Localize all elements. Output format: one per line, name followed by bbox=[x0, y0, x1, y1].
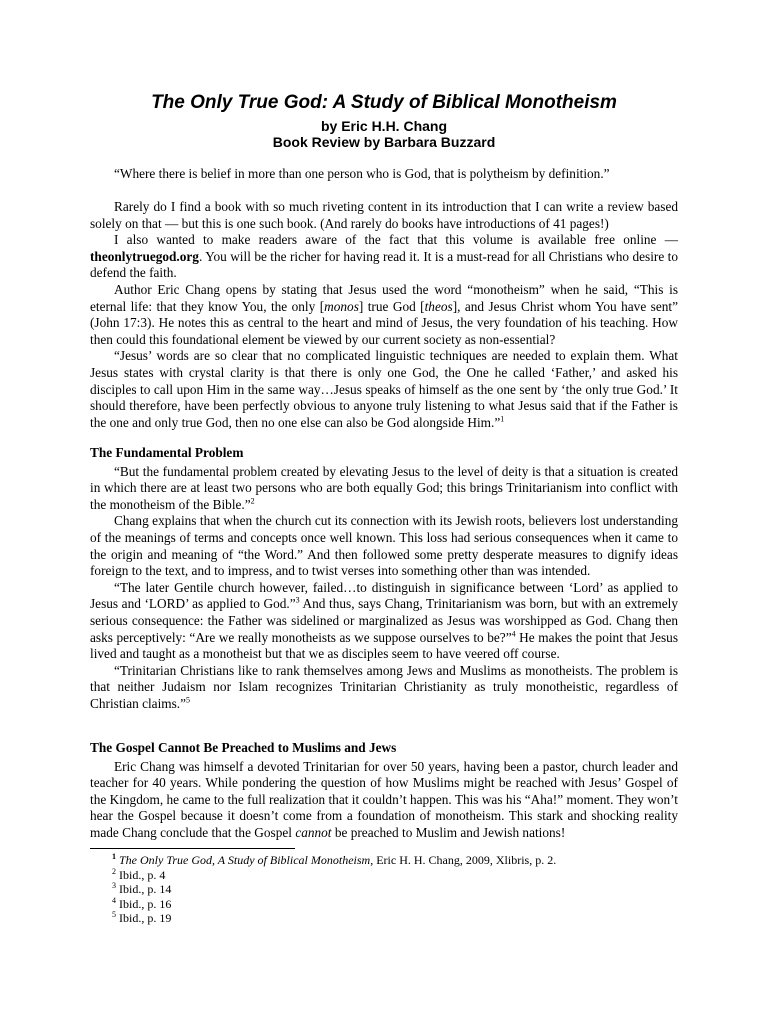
footnote: $^1$ The Only True God, A Study of Biblical Monotheism, Eric H. H. Chang, 2009, Xlibris, p. 2. bbox=[112, 852, 557, 867]
intro-section bbox=[90, 199, 678, 431]
review-byline: Book Review by Barbara Buzzard bbox=[272, 134, 496, 150]
section-gospel-cannot-be-preached bbox=[90, 740, 678, 842]
epigraph-text: “Where there is belief in more than one person who is God, that is polytheism by definition.” bbox=[114, 166, 610, 181]
section-fundamental-problem bbox=[90, 445, 678, 713]
paragraph: Author Eric Chang opens by stating that Jesus used the word “monotheism” when he said, “This is eternal life: that they know You, the only [monos] true God [theos], and Jesus Christ whom You have sent” (John 17:3). He notes this as central to the heart and mind of Jesus, the very foundation of his teaching. How then could this foundational element be viewed by our current society as non-essential? bbox=[90, 281, 678, 347]
footnote: $^4$ Ibid., p. 16 bbox=[112, 895, 172, 911]
paragraph: Rarely do I find a book with so much riveting content in its introduction that I can write a review based solely on that — but this is one such book. (And rarely do books have introductions of 41 pages!) bbox=[90, 199, 678, 231]
section-heading: The Fundamental Problem bbox=[90, 445, 244, 460]
paragraph: “Trinitarian Christians like to rank themselves among Jews and Muslims as monotheists. The problem is that neither Judaism nor Islam recognizes Trinitarian Christianity as truly monotheistic, regardless of Christian claims.”$^5$ bbox=[90, 662, 678, 711]
footnote: $^2$ Ibid., p. 4 bbox=[112, 866, 166, 882]
paragraph: “But the fundamental problem created by elevating Jesus to the level of deity is that a situation is created in which there are at least two persons who are both equally God; this brings Trinitarianism into conflict with the monotheism of the Bible.”$^2$ bbox=[90, 463, 678, 512]
footnote-ref: 5 bbox=[186, 695, 191, 705]
paragraph: Chang explains that when the church cut its connection with its Jewish roots, believers lost understanding of the meanings of terms and concepts once well known. This loss had serious consequences when it came to the origin and meaning of “the Word.” And then followed some pretty desperate measures to dignify ideas foreign to the text, and to impress, and to twist verses into something other than was intended. bbox=[90, 513, 678, 579]
document-title: The Only True God: A Study of Biblical Monotheism bbox=[151, 92, 617, 113]
footnote-ref: 3 bbox=[295, 595, 300, 605]
epigraph bbox=[90, 166, 678, 183]
paragraph: “Jesus’ words are so clear that no complicated linguistic techniques are needed to explain them. What Jesus states with crystal clarity is that there is only one God, the One he called ‘Father,’ and asked his disciples to call upon Him in the same way…Jesus speaks of himself as the one sent by ‘the only true God.’ It should therefore, have been perfectly obvious to anyone truly listening to what Jesus said that if the Father is the one and only true God, then no one else can also be God alongside Him.”$^1$ bbox=[90, 348, 678, 430]
paragraph: “The later Gentile church however, failed…to distinguish in significance between ‘Lord’ as applied to Jesus and ‘LORD’ as applied to God.”$^3$ And thus, says Chang, Trinitarianism was born, but with an extremely serious consequence: the Father was sidelined or marginalized as Jesus was worshipped as God. Chang then asks perceptively: “Are we really monotheists as we suppose ourselves to be?”$^4$ He makes the point that Jesus lived and taught as a monotheist but that we as disciples seem to have veered off course. bbox=[90, 579, 679, 662]
paragraph: Eric Chang was himself a devoted Trinitarian for over 50 years, having been a pastor, church leader and teacher for 40 years. While pondering the question of how Muslims might be reached with Jesus’ Gospel of the Kingdom, he came to the full realization that it couldn’t happen. This was his “Aha!” moment. They won’t hear the Gospel because it doesn’t come from a foundation of monotheism. This stark and shocking reality made Chang conclude that the Gospel cannot be preached to Muslim and Jewish nations! bbox=[90, 758, 678, 840]
footnote: $^5$ Ibid., p. 19 bbox=[112, 910, 172, 926]
footnote-ref: 1 bbox=[500, 414, 505, 424]
footnote-divider bbox=[90, 848, 295, 849]
footnotes bbox=[112, 853, 672, 926]
footnote-ref: 4 bbox=[511, 629, 516, 639]
footnote-ref: 2 bbox=[250, 496, 255, 506]
section-heading: The Gospel Cannot Be Preached to Muslims and Jews bbox=[90, 740, 397, 755]
paragraph: I also wanted to make readers aware of the fact that this volume is available free online — theonlytruegod.org. You will be the richer for having read it. It is a must-read for all Christians who desire to defend the faith. bbox=[90, 232, 678, 281]
website-link[interactable]: theonlytruegod.org bbox=[90, 248, 199, 264]
book-author: by Eric H.H. Chang bbox=[320, 118, 448, 134]
footnote: $^3$ Ibid., p. 14 bbox=[112, 881, 172, 897]
